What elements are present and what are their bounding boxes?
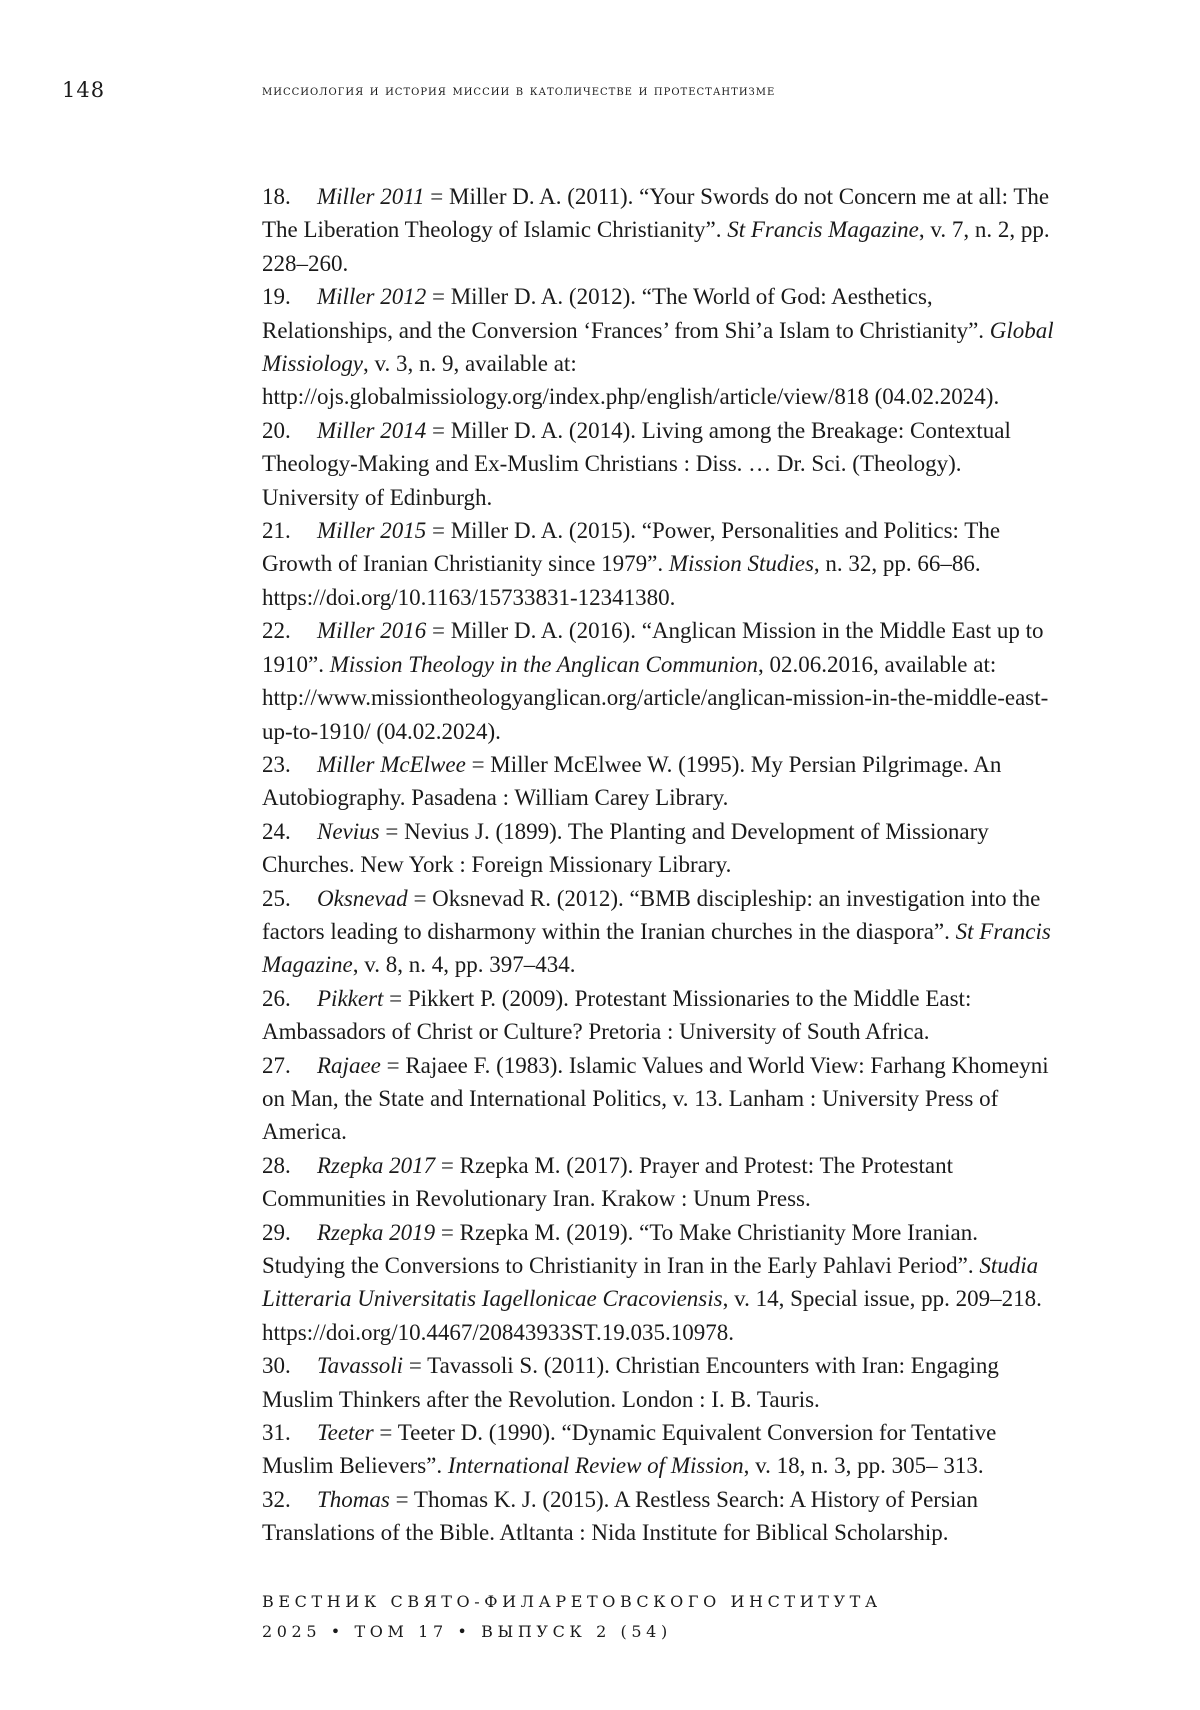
reference-details: , n. 32, pp. 66–86. https://doi.org/10.1163/15733831-12341380. xyxy=(262,551,981,609)
reference-source: Studia Litteraria Universitatis Iagellonicae Cracoviensis xyxy=(262,1253,1038,1311)
reference-key: Miller 2014 xyxy=(317,418,426,443)
reference-number: 21. xyxy=(262,514,317,547)
reference-key: Thomas xyxy=(317,1487,390,1512)
reference-text: = Miller McElwee W. (1995). My Persian Pilgrimage. An Autobiography. Pasadena : William Carey Library. xyxy=(262,752,1001,810)
reference-text: = Rzepka M. (2019). “To Make Christianity More Iranian. Studying the Conversions to Christianity in Iran in the Early Pahlavi Period”. xyxy=(262,1220,979,1278)
reference-source: Mission Studies xyxy=(669,551,814,576)
reference-number: 32. xyxy=(262,1483,317,1516)
reference-text: = Rzepka M. (2017). Prayer and Protest: The Protestant Communities in Revolutionary Iran. Krakow : Unum Press. xyxy=(262,1153,953,1211)
reference-key: Rzepka 2019 xyxy=(317,1220,435,1245)
reference-text: = Miller D. A. (2016). “Anglican Mission in the Middle East up to 1910”. xyxy=(262,618,1044,676)
reference-number: 22. xyxy=(262,614,317,647)
reference-text: = Miller D. A. (2011). “Your Swords do not Concern me at all: The The Liberation Theology of Islamic Christianity”. xyxy=(262,184,1049,242)
reference-number: 19. xyxy=(262,280,317,313)
reference-key: Rzepka 2017 xyxy=(317,1153,435,1178)
reference-number: 25. xyxy=(262,882,317,915)
reference-item xyxy=(262,1483,1062,1550)
reference-details: , v. 18, n. 3, pp. 305– 313. xyxy=(744,1453,984,1478)
reference-key: Miller 2015 xyxy=(317,518,426,543)
reference-number: 29. xyxy=(262,1216,317,1249)
reference-details: , v. 3, n. 9, available at: http://ojs.globalmissiology.org/index.php/english/article/view/818 (04.02.2024). xyxy=(262,351,999,409)
reference-details: , v. 14, Special issue, pp. 209–218. https://doi.org/10.4467/20843933ST.19.035.10978. xyxy=(262,1286,1042,1344)
reference-key: Miller 2012 xyxy=(317,284,426,309)
reference-item xyxy=(262,1149,1062,1216)
reference-key: Miller 2011 xyxy=(317,184,425,209)
reference-item xyxy=(262,1049,1062,1149)
journal-title: ВЕСТНИК СВЯТО-ФИЛАРЕТОВСКОГО ИНСТИТУТА xyxy=(262,1587,882,1617)
reference-number: 26. xyxy=(262,982,317,1015)
reference-number: 27. xyxy=(262,1049,317,1082)
reference-number: 23. xyxy=(262,748,317,781)
reference-text: = Miller D. A. (2012). “The World of God: Aesthetics, Relationships, and the Conversion ‘Frances’ from Shi’a Islam to Christianity”. xyxy=(262,284,990,342)
issue-info: 2025 • ТОМ 17 • ВЫПУСК 2 (54) xyxy=(262,1617,882,1647)
page-number: 148 xyxy=(62,78,105,102)
reference-key: Pikkert xyxy=(317,986,383,1011)
reference-item xyxy=(262,614,1062,748)
reference-key: Tavassoli xyxy=(317,1353,403,1378)
reference-source: Mission Theology in the Anglican Communion xyxy=(330,652,758,677)
reference-item xyxy=(262,882,1062,982)
reference-source: St Francis Magazine xyxy=(262,919,1051,977)
reference-text: = Miller D. A. (2015). “Power, Personalities and Politics: The Growth of Iranian Christianity since 1979”. xyxy=(262,518,1000,576)
reference-key: Rajaee xyxy=(317,1053,381,1078)
journal-footer xyxy=(262,1587,882,1647)
reference-text: = Miller D. A. (2014). Living among the Breakage: Contextual Theology-Making and Ex-Muslim Christians : Diss. … Dr. Sci. (Theology). University of Edinburgh. xyxy=(262,418,1011,510)
reference-key: Nevius xyxy=(317,819,380,844)
reference-number: 18. xyxy=(262,180,317,213)
running-title: миссиология и история миссии в католичестве и протестантизме xyxy=(262,83,775,99)
reference-text: = Rajaee F. (1983). Islamic Values and World View: Farhang Khomeyni on Man, the State and International Politics, v. 13. Lanham : University Press of America. xyxy=(262,1053,1049,1145)
reference-number: 30. xyxy=(262,1349,317,1382)
reference-key: Teeter xyxy=(317,1420,374,1445)
reference-key: Miller McElwee xyxy=(317,752,466,777)
reference-key: Oksnevad xyxy=(317,886,408,911)
reference-text: = Thomas K. J. (2015). A Restless Search: A History of Persian Translations of the Bible. Atltanta : Nida Institute for Biblical Scholarship. xyxy=(262,1487,978,1545)
reference-item xyxy=(262,1416,1062,1483)
reference-text: = Tavassoli S. (2011). Christian Encounters with Iran: Engaging Muslim Thinkers after the Revolution. London : I. B. Tauris. xyxy=(262,1353,999,1411)
reference-number: 20. xyxy=(262,414,317,447)
reference-source: Global Missiology xyxy=(262,318,1054,376)
reference-source: International Review of Mission xyxy=(448,1453,744,1478)
reference-number: 24. xyxy=(262,815,317,848)
reference-text: = Oksnevad R. (2012). “BMB discipleship: an investigation into the factors leading to disharmony within the Iranian churches in the diaspora”. xyxy=(262,886,1040,944)
reference-item xyxy=(262,982,1062,1049)
reference-source: St Francis Magazine xyxy=(727,217,919,242)
reference-number: 31. xyxy=(262,1416,317,1449)
reference-item xyxy=(262,280,1062,414)
reference-item xyxy=(262,414,1062,514)
reference-list xyxy=(262,180,1062,1550)
reference-item xyxy=(262,748,1062,815)
reference-text: = Teeter D. (1990). “Dynamic Equivalent Conversion for Tentative Muslim Believers”. xyxy=(262,1420,996,1478)
reference-text: = Pikkert P. (2009). Protestant Missionaries to the Middle East: Ambassadors of Christ or Culture? Pretoria : University of South Africa. xyxy=(262,986,971,1044)
reference-item xyxy=(262,815,1062,882)
reference-item xyxy=(262,514,1062,614)
reference-text: = Nevius J. (1899). The Planting and Development of Missionary Churches. New York : Foreign Missionary Library. xyxy=(262,819,989,877)
reference-details: , v. 7, n. 2, pp. 228–260. xyxy=(262,217,1050,275)
reference-key: Miller 2016 xyxy=(317,618,426,643)
reference-item xyxy=(262,180,1062,280)
reference-details: , 02.06.2016, available at: http://www.missiontheologyanglican.org/article/anglican-mission-in-the-middle-east-up-to-1910/ (04.02.2024). xyxy=(262,652,1048,744)
reference-number: 28. xyxy=(262,1149,317,1182)
reference-item xyxy=(262,1349,1062,1416)
reference-item xyxy=(262,1216,1062,1350)
reference-details: , v. 8, n. 4, pp. 397–434. xyxy=(353,952,576,977)
